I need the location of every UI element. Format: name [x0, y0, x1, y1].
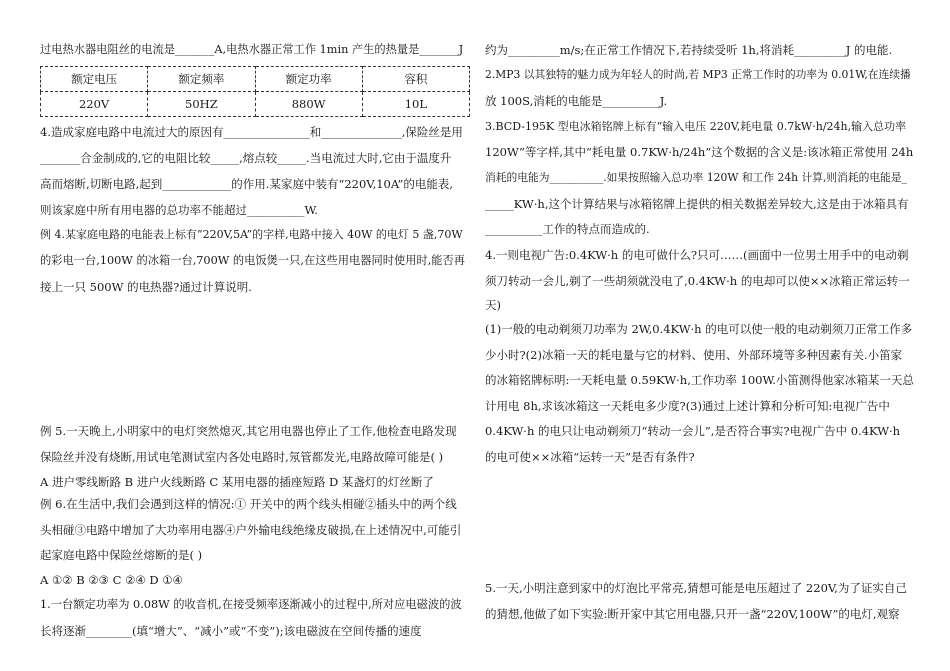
text-line: 保险丝并没有烧断,用试电笔测试室内各处电路时,氖管都发光,电路故障可能是( ) — [40, 450, 444, 464]
text-line: 4.一则电视广告:0.4KW·h 的电可做什么?只可……(画面中一位男士用手中的电动剃 — [485, 248, 909, 262]
text-line: 4.造成家庭电路中电流过大的原因有_______________和______________,保险丝是用 — [40, 125, 463, 139]
text-line: 例 5.一天晚上,小明家中的电灯突然熄灭,其它用电器也停止了工作,他检查电路发现 — [40, 424, 457, 438]
text-line: 例 6.在生活中,我们会遇到这样的情况:① 开关中的两个线头相碰②插头中的两个线 — [40, 497, 457, 511]
table-cell: 880W — [255, 92, 362, 117]
text-line: (1)一般的电动剃须刀功率为 2W,0.4KW·h 的电可以使一般的电动剃须刀正常工作多 — [485, 322, 913, 336]
table-header-cell: 容积 — [362, 67, 469, 92]
text-line: 高而熔断,切断电路,起到____________的作用.某家庭中装有“220V,10A”的电能表, — [40, 177, 454, 191]
text-line: __________工作的特点而造成的. — [485, 222, 650, 236]
text-line: 的冰箱铭牌标明:一天耗电量 0.59KW·h,工作功率 100W.小笛测得他家冰箱某一天总 — [485, 373, 914, 387]
table-header-cell: 额定电压 — [41, 67, 148, 92]
text-line: 1.一台额定功率为 0.08W 的收音机,在接受频率逐渐减小的过程中,所对应电磁波的波 — [40, 598, 462, 611]
text-line: 120W”等字样,其中“耗电量 0.7KW·h/24h”这个数据的含义是:该冰箱正常使用 24h — [485, 145, 914, 159]
text-line: 须刀转动一会儿,剃了一些胡须就没电了,0.4KW·h 的电却可以使××冰箱正常运转一 — [485, 274, 910, 288]
text-line: 的彩电一台,100W 的冰箱一台,700W 的电饭煲一只,在这些用电器同时使用时,能否再 — [40, 254, 466, 267]
text-line: 天) — [485, 298, 501, 312]
text-line: 2.MP3 以其独特的魅力成为年轻人的时尚,若 MP3 正常工作时的功率为 0.01W,在连续播 — [485, 68, 911, 81]
text-line: 消耗的电能为__________.如果按照输入总功率 120W 和工作 24h 计算,则消耗的电能是_ — [485, 171, 908, 184]
spec-table — [40, 66, 470, 117]
table-header-cell: 额定频率 — [148, 67, 255, 92]
table-row — [41, 92, 470, 117]
text-line: 接上一只 500W 的电热器?通过计算说明. — [40, 280, 252, 294]
table-cell: 50HZ — [148, 92, 255, 117]
text-line: 5.一天,小明注意到家中的灯泡比平常亮,猜想可能是电压超过了 220V,为了证实自己 — [485, 581, 907, 595]
text-line: 约为_________m/s;在正常工作情况下,若持续受听 1h,将消耗_________J 的电能. — [485, 43, 893, 57]
text-line: _______合金制成的,它的电阻比较_____,熔点较_____.当电流过大时,它由于温度升 — [40, 151, 452, 165]
table-header-cell: 额定功率 — [255, 67, 362, 92]
text-line: 则该家庭中所有用电器的总功率不能超过__________W. — [40, 203, 318, 217]
text-line: _____KW·h,这个计算结果与冰箱铭牌上提供的相关数据差异较大,这是由于冰箱具有 — [485, 197, 909, 211]
table-header-row — [41, 67, 470, 92]
text-line: 起家庭电路中保险丝熔断的是( ) — [40, 548, 203, 562]
text-line: 的猜想,他做了如下实验:断开家中其它用电器,只开一盏“220V,100W”的电灯,观察 — [485, 607, 900, 621]
text-line: A 进户零线断路 B 进户火线断路 C 某用电器的插座短路 D 某盏灯的灯丝断了 — [40, 475, 434, 489]
table-cell: 220V — [41, 92, 148, 117]
text-line: 0.4KW·h 的电只让电动剃须刀“转动一会儿”,是否符合事实?电视广告中 0.4KW·h — [485, 424, 901, 438]
table-cell: 10L — [362, 92, 469, 117]
text-line: 例 4.某家庭电路的电能表上标有“220V,5A”的字样,电路中接入 40W 的电灯 5 盏,70W — [40, 228, 463, 241]
text-line: A ①② B ②③ C ②④ D ①④ — [40, 573, 183, 587]
text-line: 长将逐渐________(填“增大”、“减小”或“不变”);该电磁波在空间传播的速度 — [40, 624, 422, 638]
text-line: 少小时?(2)冰箱一天的耗电量与它的材料、使用、外部环境等多种因素有关.小笛家 — [485, 348, 903, 362]
text-line: 放 100S,消耗的电能是__________J. — [485, 94, 668, 108]
text-line: 的电可使××冰箱“运转一天”是否有条件? — [485, 450, 695, 464]
text-line: 3.BCD-195K 型电冰箱铭牌上标有“输入电压 220V,耗电量 0.7kW·h/24h,输入总功率 — [485, 120, 907, 133]
text-line: 头相碰③电路中增加了大功率用电器④户外输电线绝缘皮破损,在上述情况中,可能引 — [40, 523, 462, 537]
text-line: 计用电 8h,求该冰箱这一天耗电多少度?(3)通过上述计算和分析可知:电视广告中 — [485, 399, 890, 413]
text-line: 过电热水器电阻丝的电流是_______A,电热水器正常工作 1min 产生的热量是_______J — [40, 43, 464, 56]
